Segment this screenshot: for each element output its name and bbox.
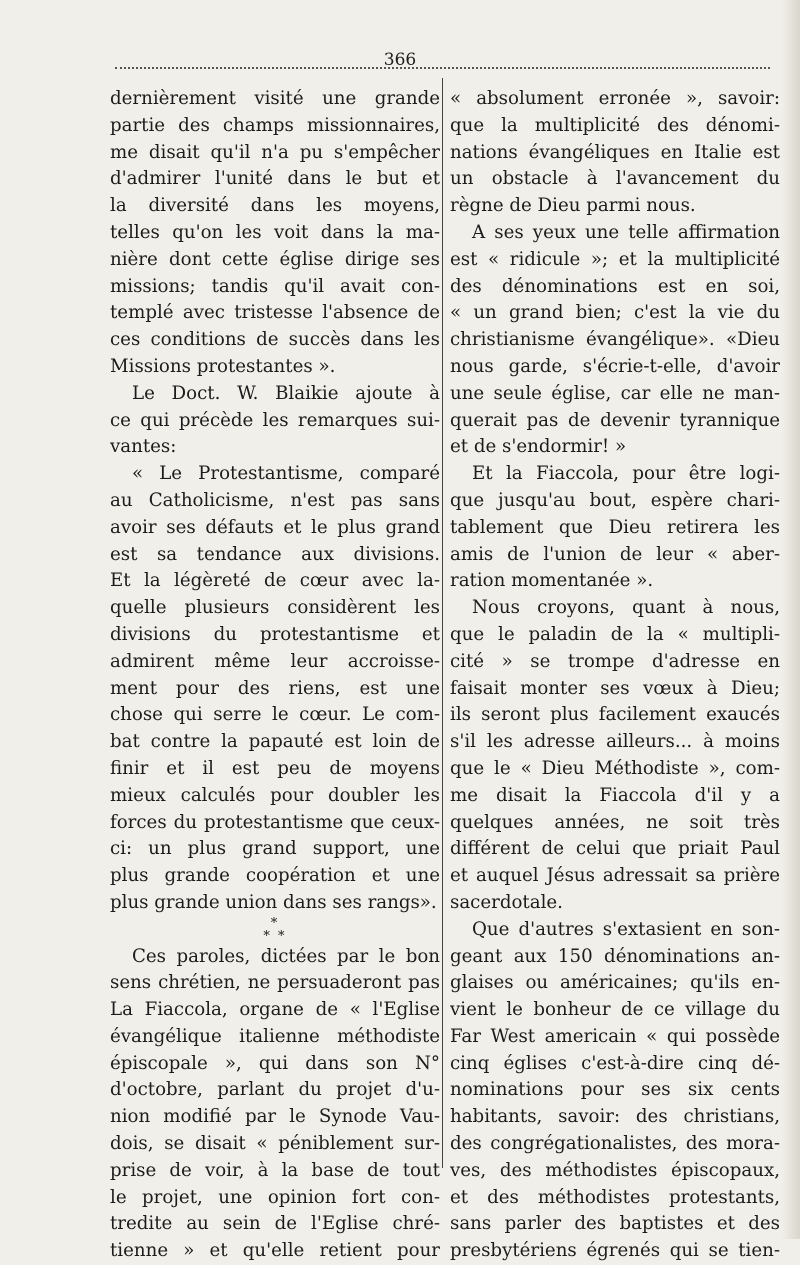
text-line: ci: un plus grand support, une (110, 838, 440, 860)
text-line: s'il les adresse ailleurs... à moins (450, 731, 780, 753)
text-line: règne de Dieu parmi nous. (450, 195, 696, 217)
text-line: partie des champs missionnaires, (110, 114, 440, 136)
text-line: « un grand bien; c'est la vie du (450, 302, 780, 324)
text-line: tienne » et qu'elle retient pour (110, 1240, 440, 1262)
text-line: épiscopale », qui dans son N° (110, 1052, 440, 1074)
text-line: différent de celui que priait Paul (450, 838, 780, 860)
text-line: nous garde, s'écrie-t-elle, d'avoir (450, 355, 780, 377)
text-line: d'admirer l'unité dans le but et (110, 168, 440, 190)
text-line: me disait qu'il n'a pu s'empêcher (110, 141, 440, 163)
page-edge-shadow (782, 0, 800, 1239)
header-rule (115, 67, 770, 69)
text-line: des congrégationalistes, des mora- (450, 1133, 780, 1155)
text-line: mieux calculés pour doubler les (110, 784, 440, 806)
right-column (450, 86, 780, 1265)
text-line: cinq églises c'est-à-dire cinq dé- (450, 1052, 780, 1074)
text-line: d'octobre, parlant du projet d'u- (110, 1079, 440, 1101)
text-line: christianisme évangélique». «Dieu (450, 329, 780, 351)
text-line: nière dont cette église dirige ses (110, 248, 440, 270)
text-line: ves, des méthodistes épiscopaux, (450, 1159, 780, 1181)
text-line: sans parler des baptistes et des (450, 1213, 780, 1235)
text-line: chose qui serre le cœur. Le com- (110, 704, 440, 726)
text-line: Missions protestantes ». (110, 355, 336, 377)
text-line: Ces paroles, dictées par le bon (132, 945, 440, 967)
text-line: sens chrétien, ne persuaderont pas (110, 972, 440, 994)
text-line: tablement que Dieu retirera les (450, 516, 780, 538)
text-line: divisions du protestantisme et (110, 623, 440, 645)
text-line: finir et il est peu de moyens (110, 757, 440, 779)
text-line: faisait monter ses vœux à Dieu; (450, 677, 780, 699)
text-line: un obstacle à l'avancement du (450, 168, 780, 190)
text-line: vantes: (110, 436, 177, 458)
text-line: cité » se trompe d'adresse en (450, 650, 780, 672)
text-line: que le « Dieu Méthodiste », com- (450, 757, 780, 779)
text-line: une seule église, car elle ne man- (450, 382, 780, 404)
text-line: ces conditions de succès dans les (110, 329, 440, 351)
text-line: Que d'autres s'extasient en son- (472, 918, 780, 940)
text-line: sacerdotale. (450, 891, 563, 913)
text-line: Et la Fiaccola, pour être logi- (472, 463, 780, 485)
text-line: nominations pour ses six cents (450, 1079, 780, 1101)
text-line: dernièrement visité une grande (110, 88, 440, 109)
page-number: 366 (383, 50, 417, 70)
text-line: Far West americain « qui possède (450, 1025, 780, 1047)
text-line: templé avec tristesse l'absence de (110, 302, 440, 324)
text-line: que la multiplicité des dénomi- (450, 114, 780, 136)
text-line: bat contre la papauté est loin de (110, 731, 440, 753)
text-line: des dénominations est en soi, (450, 275, 780, 297)
text-line: « Le Protestantisme, comparé (132, 463, 440, 485)
text-line: amis de l'union de leur « aber- (450, 543, 780, 565)
text-line: ration momentanée ». (450, 570, 654, 592)
text-line: Et la légèreté de cœur avec la- (110, 570, 440, 592)
text-line: querait pas de devenir tyrannique (450, 409, 780, 431)
text-line: nion modifié par le Synode Vau- (110, 1106, 440, 1128)
text-line: habitants, savoir: des christians, (450, 1106, 780, 1128)
text-line: prise de voir, à la base de tout (110, 1159, 440, 1181)
text-line: « absolument erronée », savoir: (450, 88, 780, 109)
text-line: forces du protestantisme que ceux- (110, 811, 440, 833)
text-line: quelle plusieurs considèrent les (110, 597, 440, 619)
text-line: évangélique italienne méthodiste (110, 1025, 440, 1047)
text-line: plus grande coopération et une (110, 865, 440, 887)
text-line: tredite au sein de l'Eglise chré- (110, 1213, 440, 1235)
text-line: ils seront plus facilement exaucés (450, 704, 780, 726)
text-line: et de s'endormir! » (450, 436, 627, 458)
text-line: missions; tandis qu'il avait con- (110, 275, 440, 297)
left-column (110, 86, 440, 1265)
text-line: geant aux 150 dénominations an- (450, 945, 780, 967)
text-line: vient le bonheur de ce village du (450, 999, 780, 1021)
text-line: quelques années, ne soit très (450, 811, 780, 833)
text-line: plus grande union dans ses rangs». (110, 891, 437, 913)
text-line: Nous croyons, quant à nous, (472, 597, 780, 619)
text-line: admirent même leur accroisse- (110, 650, 440, 672)
text-line: que jusqu'au bout, espère chari- (450, 489, 780, 511)
text-line: et des méthodistes protestants, (450, 1186, 780, 1208)
text-line: le projet, une opinion fort con- (110, 1186, 440, 1208)
text-line: La Fiaccola, organe de « l'Eglise (110, 999, 440, 1021)
text-line: est « ridicule »; et la multiplicité (450, 248, 780, 270)
section-separator: * * * (263, 916, 287, 944)
text-line: dois, se disait « péniblement sur- (110, 1133, 440, 1155)
text-line: telles qu'on les voit dans la ma- (110, 221, 440, 243)
text-line: est sa tendance aux divisions. (110, 543, 440, 565)
text-line: Le Doct. W. Blaikie ajoute à (132, 382, 440, 404)
text-line: au Catholicisme, n'est pas sans (110, 489, 440, 511)
text-line: nations évangéliques en Italie est (450, 141, 780, 163)
text-line: glaises ou américaines; qu'ils en- (450, 972, 780, 994)
text-line: ce qui précède les remarques sui- (110, 409, 440, 431)
column-divider (442, 78, 443, 1168)
text-line: que le paladin de la « multipli- (450, 623, 780, 645)
text-line: avoir ses défauts et le plus grand (110, 516, 440, 538)
text-line: presbytériens égrenés qui se tien- (450, 1240, 780, 1262)
text-line: la diversité dans les moyens, (110, 195, 440, 217)
text-line: ment pour des riens, est une (110, 677, 440, 699)
text-line: et auquel Jésus adressait sa prière (450, 865, 780, 887)
text-line: A ses yeux une telle affirmation (472, 221, 780, 243)
text-line: me disait la Fiaccola d'il y a (450, 784, 780, 806)
